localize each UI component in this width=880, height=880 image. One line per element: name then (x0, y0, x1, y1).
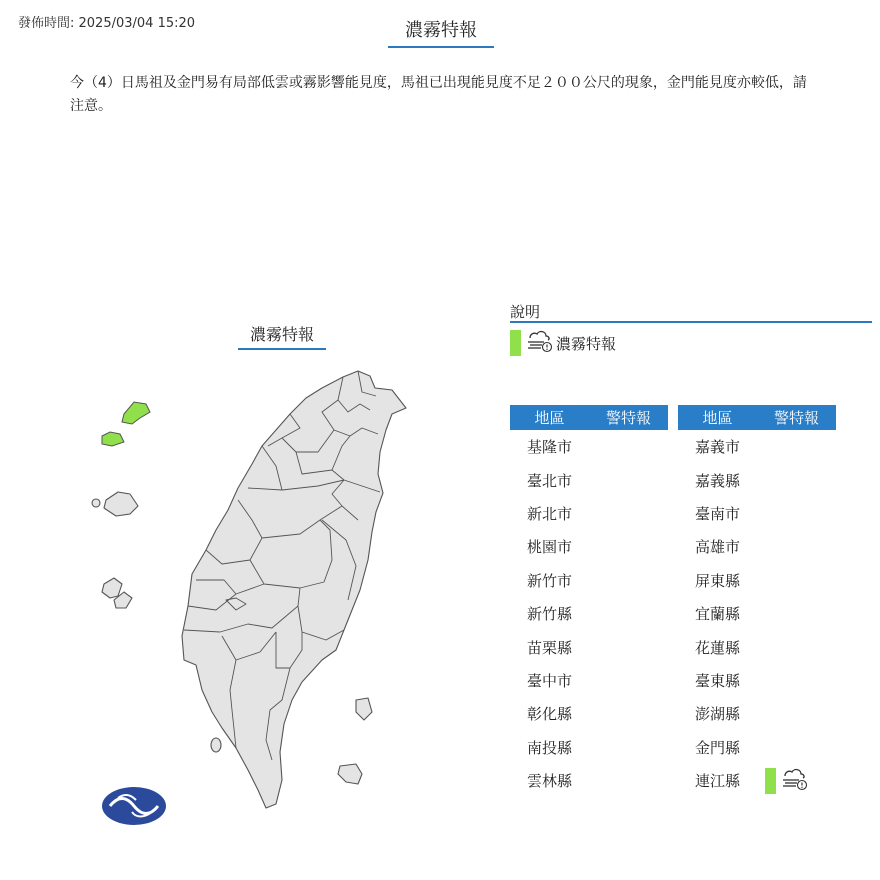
area-name: 臺東縣 (694, 671, 740, 690)
fog-warning-icon (780, 766, 808, 796)
fog-warning-icon (525, 328, 553, 358)
table-row (678, 463, 836, 496)
area-name: 宜蘭縣 (694, 605, 740, 624)
table-row (510, 664, 668, 697)
table-row (678, 497, 836, 530)
header-area: 地區 (510, 405, 589, 430)
table-row (510, 597, 668, 630)
legend-divider (510, 321, 872, 323)
table-row (510, 697, 668, 730)
area-name: 桃園市 (526, 538, 572, 557)
warning-cell (757, 764, 836, 797)
table-row (678, 430, 836, 463)
warning-cell (589, 697, 668, 730)
warning-cell (589, 530, 668, 563)
area-name: 花蓮縣 (694, 638, 740, 657)
legend-item-fog (510, 330, 616, 356)
table-row (678, 564, 836, 597)
area-name: 臺北市 (526, 471, 572, 490)
orchid-island (338, 764, 362, 784)
area-name: 嘉義縣 (694, 471, 740, 490)
warning-cell (589, 564, 668, 597)
area-name: 高雄市 (694, 538, 740, 557)
table-row (510, 564, 668, 597)
warning-table-right (678, 405, 836, 797)
warning-cell (757, 597, 836, 630)
area-name: 屏東縣 (694, 571, 740, 590)
warning-cell (589, 597, 668, 630)
area-name: 新北市 (526, 504, 572, 523)
warning-table-left (510, 405, 668, 797)
warning-cell (589, 664, 668, 697)
warning-cell (757, 530, 836, 563)
table-row (678, 630, 836, 663)
table-row (510, 430, 668, 463)
penghu-island (104, 492, 138, 516)
area-name: 嘉義市 (694, 438, 740, 457)
table-row (678, 697, 836, 730)
table-row (510, 497, 668, 530)
table-row (510, 530, 668, 563)
area-name: 臺南市 (694, 504, 740, 523)
map-title: 濃霧特報 (238, 322, 326, 350)
green-island (356, 698, 372, 720)
taiwan-map (80, 340, 410, 840)
header-warning: 警特報 (757, 405, 836, 430)
warning-cell (757, 564, 836, 597)
area-name: 基隆市 (526, 438, 572, 457)
area-name: 臺中市 (526, 671, 572, 690)
table-row (678, 597, 836, 630)
area-name: 彰化縣 (526, 705, 572, 724)
warning-cell (757, 430, 836, 463)
area-name: 苗栗縣 (526, 638, 572, 657)
warning-cell (589, 463, 668, 496)
warning-cell (757, 664, 836, 697)
table-row (510, 463, 668, 496)
area-name: 新竹市 (526, 571, 572, 590)
header-area: 地區 (678, 405, 757, 430)
warning-description: 今（4）日馬祖及金門易有局部低雲或霧影響能見度，馬祖已出現能見度不足２００公尺的現象，金門能見度亦較低，請注意。 (70, 75, 807, 114)
page-title: 濃霧特報 (388, 16, 494, 48)
warning-cell (589, 497, 668, 530)
table-row (510, 731, 668, 764)
area-name: 雲林縣 (526, 772, 572, 791)
legend-title: 說明 (510, 303, 541, 321)
area-name: 連江縣 (694, 772, 740, 791)
warning-cell (589, 430, 668, 463)
warning-cell (757, 497, 836, 530)
table-row (510, 764, 668, 797)
warning-cell (757, 463, 836, 496)
area-name: 澎湖縣 (694, 705, 740, 724)
header-warning: 警特報 (589, 405, 668, 430)
warning-cell (589, 630, 668, 663)
table-row (678, 764, 836, 797)
table-row (510, 630, 668, 663)
area-name: 金門縣 (694, 738, 740, 757)
area-name: 新竹縣 (526, 605, 572, 624)
warning-cell (589, 764, 668, 797)
area-name: 南投縣 (526, 738, 572, 757)
warning-cell (757, 697, 836, 730)
legend-item-label: 濃霧特報 (556, 334, 617, 353)
legend-swatch (510, 330, 521, 356)
warning-cell (589, 731, 668, 764)
fog-warning-swatch (765, 768, 776, 794)
table-row (678, 530, 836, 563)
matsu-islands (102, 402, 150, 446)
warning-cell (757, 630, 836, 663)
cwa-logo-icon (102, 787, 166, 825)
table-row (678, 664, 836, 697)
warning-cell (757, 731, 836, 764)
table-row (678, 731, 836, 764)
issue-time: 發佈時間: 2025/03/04 15:20 (18, 16, 196, 31)
